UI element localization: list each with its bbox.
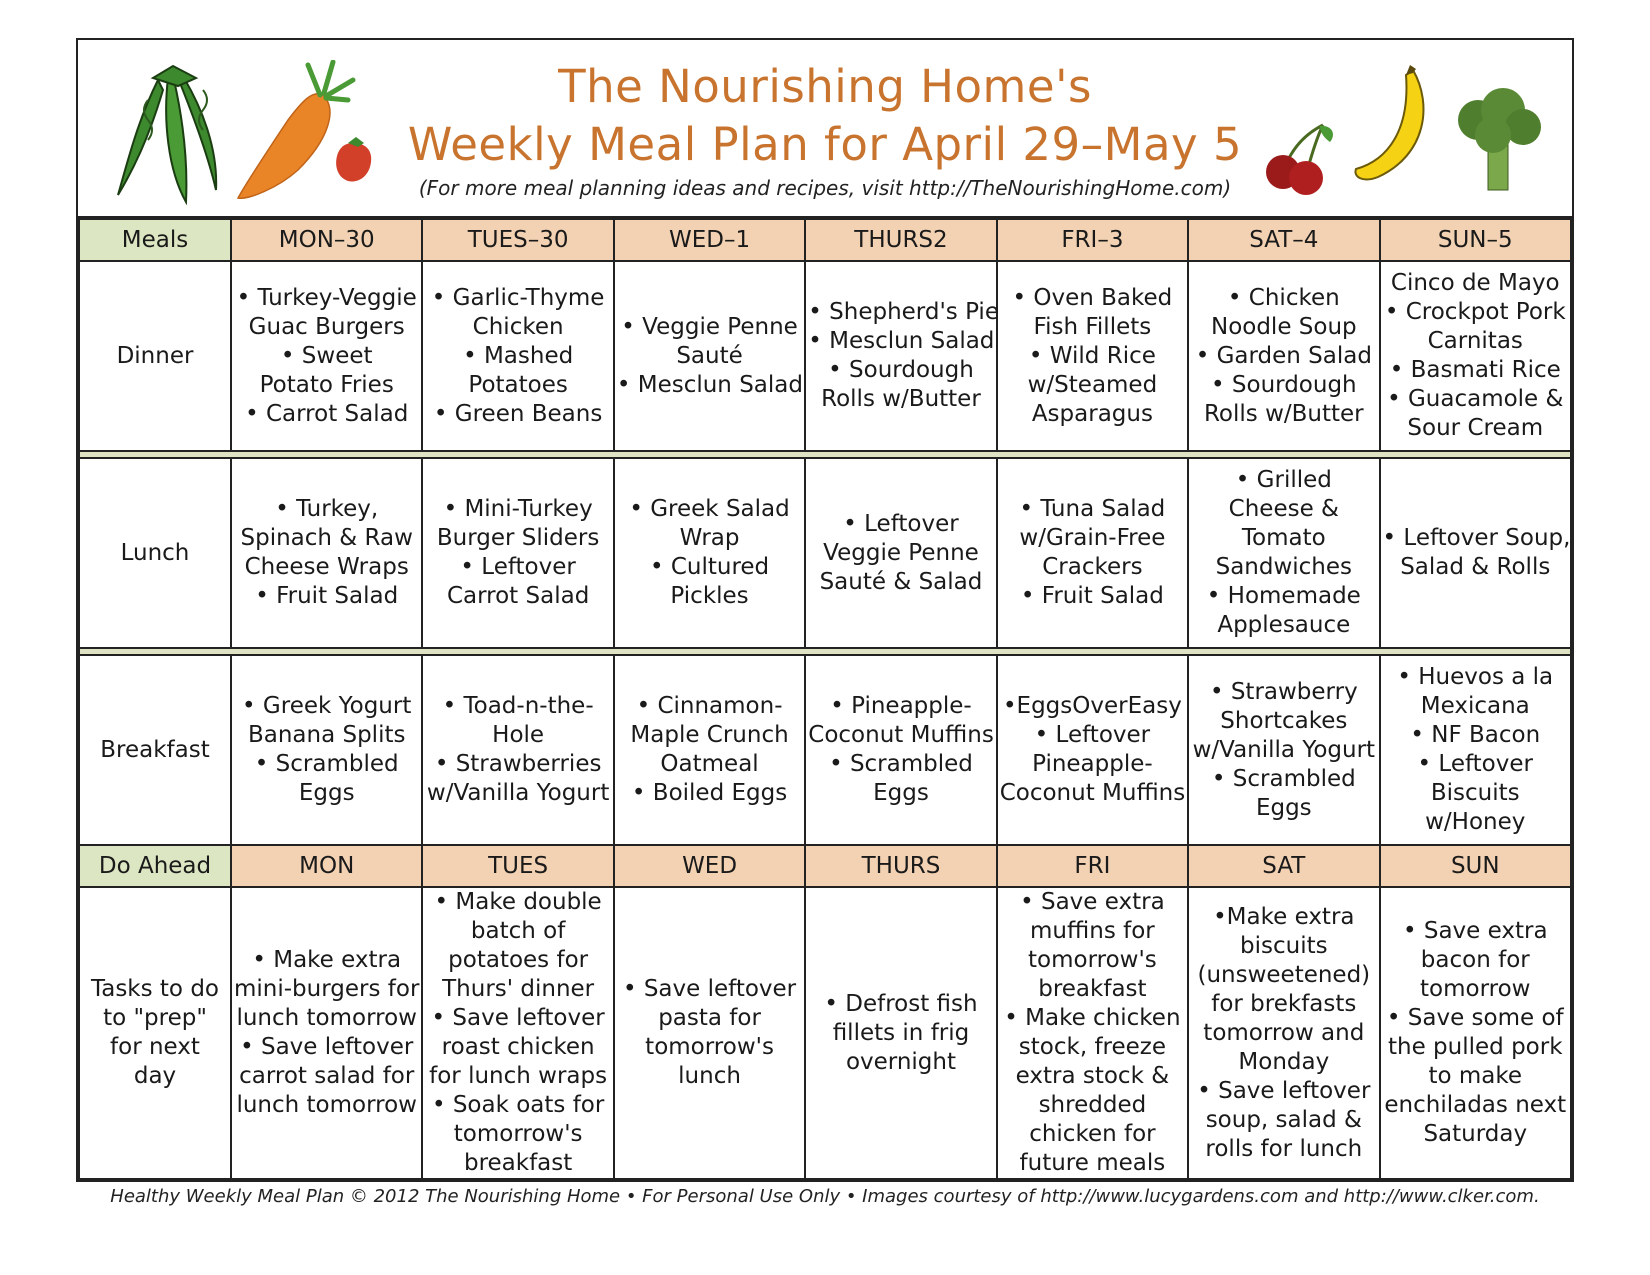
day-header-wed: WED–1 xyxy=(614,219,805,261)
meal-plan-page xyxy=(76,38,1574,1207)
cell-line: tomorrow's xyxy=(1028,947,1157,973)
cell-line: Cinco de Mayo xyxy=(1390,270,1560,296)
cell-line: shredded xyxy=(1038,1092,1147,1118)
cell-line: • Crockpot Pork xyxy=(1384,299,1566,325)
cell-line: Tomato xyxy=(1241,525,1326,551)
cell-line: • Garden Salad xyxy=(1195,342,1372,369)
cell-line: Rolls w/Butter xyxy=(1203,400,1364,427)
cell-line: Wrap xyxy=(679,525,740,551)
breakfast-cell xyxy=(1380,655,1571,845)
cell-line: • Mesclun Salad xyxy=(808,328,995,354)
cell-line: Mexicana xyxy=(1420,693,1530,719)
cell-line: pasta for xyxy=(658,1005,761,1031)
cell-line: soup, salad & xyxy=(1205,1106,1362,1133)
cell-line: • Homemade xyxy=(1206,583,1361,609)
breakfast-label: Breakfast xyxy=(79,655,231,845)
cherries-icon xyxy=(1258,120,1338,200)
lunch-label: Lunch xyxy=(79,458,231,648)
cell-line: • Mesclun Salad xyxy=(616,371,803,398)
cell-line: Fish Fillets xyxy=(1033,313,1152,340)
row-separator xyxy=(79,648,1571,655)
subtitle: (For more meal planning ideas and recipes, visit http://TheNourishingHome.com) xyxy=(418,176,1232,200)
cell-line: stock, freeze xyxy=(1018,1034,1167,1060)
task-cell xyxy=(997,887,1188,1179)
cell-line: potatoes for xyxy=(448,947,589,973)
do-ahead-day-sat: SAT xyxy=(1188,845,1379,887)
cell-line: the pulled pork xyxy=(1388,1034,1563,1060)
title-line-2: Weekly Meal Plan for April 29–May 5 xyxy=(407,118,1243,171)
cell-line: Chicken xyxy=(472,313,564,340)
cell-line: Veggie Penne xyxy=(823,539,979,566)
cell-line: • Basmati Rice xyxy=(1389,357,1561,383)
cell-line: • Save extra xyxy=(1020,889,1165,915)
banana-icon xyxy=(1348,65,1438,185)
cell-line: overnight xyxy=(845,1048,956,1075)
cell-line: day xyxy=(133,1063,177,1089)
cell-line: muffins for xyxy=(1030,918,1155,944)
dinner-cell xyxy=(614,261,805,451)
cell-line: Oatmeal xyxy=(660,751,759,777)
dinner-cell xyxy=(422,261,613,451)
cell-line: •Make extra xyxy=(1213,903,1355,930)
cell-line: • Wild Rice xyxy=(1028,342,1156,369)
cell-line: Burger Sliders xyxy=(436,525,600,551)
cell-line: • Make double xyxy=(434,889,602,915)
cell-line: • Tuna Salad xyxy=(1019,496,1166,522)
breakfast-cell xyxy=(614,655,805,845)
cell-line: breakfast xyxy=(463,1150,573,1176)
cell-line: Rolls w/Butter xyxy=(821,386,981,412)
cell-line: • Huevos a la xyxy=(1397,664,1554,690)
cell-line: roast chicken xyxy=(441,1034,595,1060)
cell-line: • Save leftover xyxy=(240,1034,414,1060)
cell-line: Potato Fries xyxy=(259,371,394,398)
cell-line: for lunch wraps xyxy=(429,1063,608,1089)
cell-line: Crackers xyxy=(1042,554,1143,580)
cell-line: Guac Burgers xyxy=(248,313,405,340)
dinner-cell xyxy=(805,261,999,451)
cell-line: • Garlic-Thyme xyxy=(431,284,605,311)
cell-line: Potatoes xyxy=(468,371,568,398)
breakfast-cell xyxy=(1188,655,1379,845)
day-header-mon: MON–30 xyxy=(231,219,422,261)
cell-line: • Boiled Eggs xyxy=(631,780,788,806)
lunch-cell xyxy=(231,458,422,648)
cell-line: • Strawberries xyxy=(434,751,602,777)
cell-line: • Mini-Turkey xyxy=(443,496,593,522)
lunch-cell xyxy=(1188,458,1379,648)
cell-line: • Save some of xyxy=(1386,1005,1564,1031)
tasks-row xyxy=(79,887,1571,1179)
cell-line: Noodle Soup xyxy=(1210,313,1357,340)
cell-line: • Leftover xyxy=(1417,751,1533,777)
cell-line: • Leftover Soup, xyxy=(1382,525,1571,551)
cell-line: Hole xyxy=(492,722,545,748)
cell-line: • Toad-n-the- xyxy=(442,693,594,719)
do-ahead-day-tues: TUES xyxy=(422,845,613,887)
cell-line: w/Steamed xyxy=(1027,371,1158,398)
cell-line: Cheese Wraps xyxy=(244,554,409,580)
meal-plan-table xyxy=(78,218,1572,1180)
cell-line: lunch tomorrow xyxy=(236,1005,417,1031)
separator-bar xyxy=(79,648,1571,655)
meals-header-label: Meals xyxy=(79,219,231,261)
day-header-tues: TUES–30 xyxy=(422,219,613,261)
cell-line: • Save extra xyxy=(1402,918,1548,944)
cell-line: • Fruit Salad xyxy=(1020,583,1164,609)
cell-line: Thurs' dinner xyxy=(442,976,595,1002)
cell-line: • Greek Salad xyxy=(629,496,790,522)
cell-line: Asparagus xyxy=(1031,400,1153,427)
do-ahead-day-mon: MON xyxy=(231,845,422,887)
cell-line: • Defrost fish xyxy=(824,990,978,1017)
cell-line: Applesauce xyxy=(1217,612,1351,638)
dinner-cell xyxy=(1380,261,1571,451)
cell-line: carrot salad for xyxy=(239,1063,415,1089)
footer-credits: Healthy Weekly Meal Plan © 2012 The Nourishing Home • For Personal Use Only • Images courtesy of http://www.lucygardens.com and http://www.clker.com. xyxy=(110,1186,1540,1207)
breakfast-cell xyxy=(997,655,1188,845)
cell-line: • Carrot Salad xyxy=(245,400,409,427)
task-cell xyxy=(422,887,613,1179)
dinner-cell xyxy=(1188,261,1379,451)
cell-line: Pickles xyxy=(670,583,749,609)
cell-line: Carrot Salad xyxy=(446,583,590,609)
cell-line: • Cultured xyxy=(649,554,770,580)
cell-line: Banana Splits xyxy=(247,722,406,748)
dinner-cell xyxy=(997,261,1188,451)
cell-line: • Sourdough xyxy=(828,357,974,383)
cell-line: • Green Beans xyxy=(433,400,603,427)
cell-line: biscuits xyxy=(1240,932,1328,959)
task-cell xyxy=(231,887,422,1179)
task-cell xyxy=(1380,887,1571,1179)
cell-line: Sauté & Salad xyxy=(819,568,983,595)
cell-line: Sour Cream xyxy=(1407,415,1544,441)
cell-line: Spinach & Raw xyxy=(240,525,413,551)
cell-line: Pineapple- xyxy=(1032,751,1153,777)
cell-line: Biscuits xyxy=(1430,780,1520,806)
cell-line: to "prep" xyxy=(103,1005,207,1031)
cell-line: Salad & Rolls xyxy=(1400,554,1551,580)
separator-bar xyxy=(79,451,1571,458)
cell-line: • Scrambled xyxy=(1211,765,1356,792)
cell-line: • Scrambled xyxy=(254,751,399,777)
cell-line: Sauté xyxy=(676,342,743,369)
cell-line: w/Vanilla Yogurt xyxy=(426,780,610,806)
cell-line: Saturday xyxy=(1423,1121,1528,1147)
cell-line: • Save leftover xyxy=(431,1005,605,1031)
cell-line: breakfast xyxy=(1038,976,1147,1002)
cell-line: mini-burgers for xyxy=(234,976,420,1002)
do-ahead-header-row xyxy=(79,845,1571,887)
task-cell xyxy=(614,887,805,1179)
cell-line: •EggsOverEasy xyxy=(1002,693,1182,719)
breakfast-cell xyxy=(231,655,422,845)
cell-line: • Guacamole & xyxy=(1387,386,1564,412)
cell-line: • Fruit Salad xyxy=(255,583,399,609)
breakfast-cell xyxy=(422,655,613,845)
cell-line: • Cinnamon- xyxy=(636,693,783,719)
cell-line: • NF Bacon xyxy=(1410,722,1541,748)
cell-line: rolls for lunch xyxy=(1205,1135,1363,1162)
cell-line: Eggs xyxy=(298,780,355,806)
day-header-thurs: THURS2 xyxy=(805,219,996,261)
day-header-fri: FRI–3 xyxy=(997,219,1188,261)
task-cell xyxy=(805,887,996,1179)
header xyxy=(78,40,1572,218)
cell-line: for next xyxy=(110,1034,200,1060)
cell-line: • Sweet xyxy=(280,342,373,369)
do-ahead-day-fri: FRI xyxy=(997,845,1188,887)
meals-header-row xyxy=(79,219,1571,261)
cell-line: bacon for xyxy=(1420,947,1530,973)
dinner-cell xyxy=(231,261,422,451)
cell-line: • Chicken xyxy=(1227,284,1340,311)
cell-line: • Make extra xyxy=(252,947,402,973)
breakfast-cell xyxy=(805,655,996,845)
cell-line: • Turkey, xyxy=(275,496,379,522)
dinner-row xyxy=(79,261,1571,451)
cell-line: Carnitas xyxy=(1427,328,1523,354)
cell-line: batch of xyxy=(470,918,566,944)
cell-line: • Grilled xyxy=(1235,467,1332,493)
cell-line: • Leftover xyxy=(1034,722,1151,748)
cell-line: tomorrow's xyxy=(453,1121,583,1147)
cell-line: tomorrow and xyxy=(1203,1019,1365,1046)
lunch-row xyxy=(79,458,1571,648)
cell-line: lunch xyxy=(678,1063,741,1089)
cell-line: lunch tomorrow xyxy=(236,1092,417,1118)
cell-line: • Leftover xyxy=(460,554,576,580)
title-line-1: The Nourishing Home's xyxy=(558,60,1092,113)
cell-line: Tasks to do xyxy=(90,976,219,1002)
cell-line: • Mashed xyxy=(463,342,574,369)
cell-line: Coconut Muffins xyxy=(999,780,1186,806)
day-header-sat: SAT–4 xyxy=(1188,219,1379,261)
cell-line: enchiladas next xyxy=(1384,1092,1567,1118)
cell-line: • Turkey-Veggie xyxy=(236,284,417,311)
cell-line: Coconut Muffins xyxy=(808,722,994,748)
cell-line: • Oven Baked xyxy=(1012,284,1173,311)
cell-line: w/Honey xyxy=(1425,809,1526,835)
dinner-label: Dinner xyxy=(79,261,231,451)
cell-line: • Make chicken xyxy=(1004,1005,1181,1031)
cell-line: w/Vanilla Yogurt xyxy=(1192,736,1376,763)
broccoli-icon xyxy=(1448,85,1548,195)
cell-line: Eggs xyxy=(873,780,929,806)
cell-line: to make xyxy=(1428,1063,1523,1089)
lunch-cell xyxy=(614,458,805,648)
cell-line: • Save leftover xyxy=(622,976,797,1002)
cell-line: fillets in frig xyxy=(832,1019,970,1046)
cell-line: Eggs xyxy=(1255,794,1312,821)
lunch-cell xyxy=(1380,458,1571,648)
cell-line: • Scrambled xyxy=(829,751,973,777)
cell-line: extra stock & xyxy=(1015,1063,1170,1089)
cell-line: w/Grain-Free xyxy=(1019,525,1166,551)
tasks-label xyxy=(79,887,231,1179)
row-separator xyxy=(79,451,1571,458)
cell-line: Maple Crunch xyxy=(630,722,789,748)
lunch-cell xyxy=(805,458,996,648)
cell-line: Sandwiches xyxy=(1215,554,1353,580)
cell-line: Shortcakes xyxy=(1220,707,1348,734)
lunch-cell xyxy=(997,458,1188,648)
cell-line: Monday xyxy=(1238,1048,1330,1075)
do-ahead-day-thurs: THURS xyxy=(805,845,996,887)
cell-line: • Greek Yogurt xyxy=(242,693,412,719)
lunch-cell xyxy=(422,458,613,648)
breakfast-row xyxy=(79,655,1571,845)
cell-line: chicken for xyxy=(1029,1121,1156,1147)
cell-line: tomorrow xyxy=(1420,976,1531,1002)
cell-line: Cheese & xyxy=(1228,496,1339,522)
day-header-sun: SUN–5 xyxy=(1380,219,1571,261)
cell-line: for brekfasts xyxy=(1211,990,1357,1017)
cell-line: • Save leftover xyxy=(1197,1077,1371,1104)
cell-line: • Shepherd's Pie xyxy=(808,299,999,325)
cell-line: • Veggie Penne xyxy=(621,313,798,340)
cell-line: (unsweetened) xyxy=(1197,961,1371,988)
cell-line: • Sourdough xyxy=(1211,371,1357,398)
cell-line: tomorrow's xyxy=(645,1034,774,1060)
do-ahead-day-sun: SUN xyxy=(1380,845,1571,887)
cell-line: • Leftover xyxy=(843,510,959,537)
do-ahead-day-wed: WED xyxy=(614,845,805,887)
task-cell xyxy=(1188,887,1379,1179)
cell-line: future meals xyxy=(1019,1150,1166,1176)
do-ahead-label: Do Ahead xyxy=(79,845,231,887)
cell-line: • Pineapple- xyxy=(830,693,972,719)
meal-plan-frame xyxy=(76,38,1574,1182)
cell-line: • Soak oats for xyxy=(431,1092,605,1118)
cell-line: • Strawberry xyxy=(1209,678,1358,705)
